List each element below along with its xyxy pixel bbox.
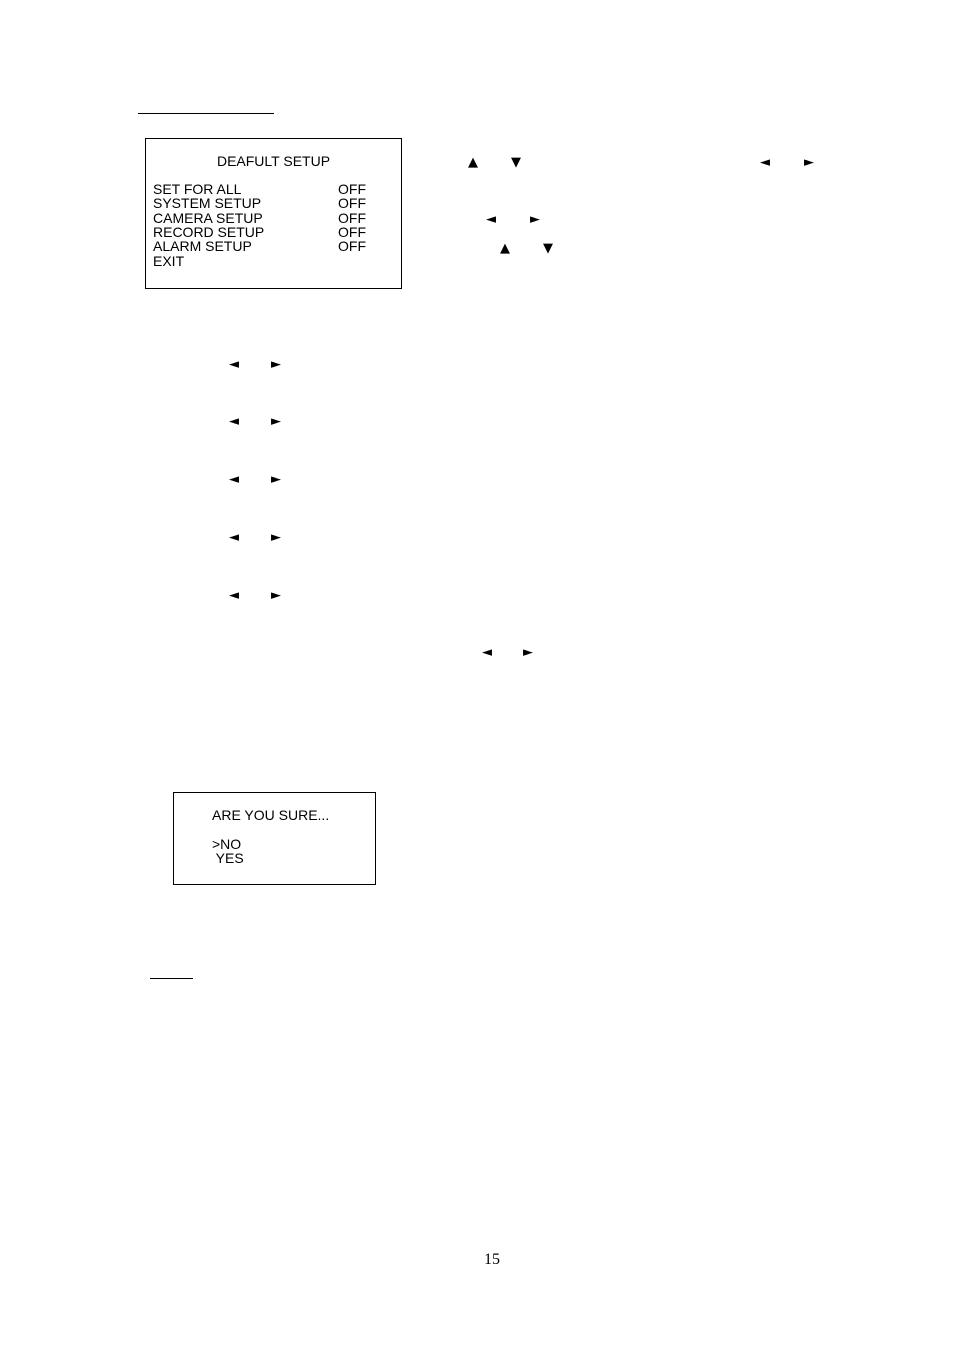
up-arrow-icon: ▲ [468,155,478,170]
heading-underline [138,113,274,114]
menu-item-label: RECORD SETUP [153,224,265,240]
menu-item-label: CAMERA SETUP [153,210,263,226]
menu-item-label: EXIT [153,253,185,269]
menu-title: DEAFULT SETUP [216,153,331,169]
right-arrow-icon: ► [271,472,281,487]
menu-item-value: OFF [338,210,366,226]
right-arrow-icon: ► [804,155,814,170]
menu-item-system-setup[interactable] [153,196,383,210]
down-arrow-icon: ▼ [511,155,521,170]
page-number: 15 [484,1251,500,1268]
left-arrow-icon: ◄ [229,530,239,545]
left-arrow-icon: ◄ [229,588,239,603]
down-arrow-icon: ▼ [543,241,553,256]
menu-item-set-for-all[interactable] [153,182,383,196]
menu-item-value: OFF [338,238,366,254]
right-arrow-icon: ► [271,414,281,429]
left-arrow-icon: ◄ [486,212,496,227]
menu-item-camera-setup[interactable] [153,211,383,225]
confirm-dialog [173,792,376,885]
menu-item-value: OFF [338,224,366,240]
option-no[interactable]: >NO [212,836,242,852]
right-arrow-icon: ► [271,357,281,372]
menu-item-label: SYSTEM SETUP [153,195,262,211]
left-arrow-icon: ◄ [482,645,492,660]
menu-item-exit[interactable] [153,254,383,268]
dialog-title: ARE YOU SURE... [212,807,330,823]
option-yes[interactable]: YES [212,850,244,866]
right-arrow-icon: ► [530,212,540,227]
menu-item-record-setup[interactable] [153,225,383,239]
left-arrow-icon: ◄ [229,357,239,372]
left-arrow-icon: ◄ [229,472,239,487]
up-arrow-icon: ▲ [500,241,510,256]
menu-item-alarm-setup[interactable] [153,239,383,253]
menu-item-label: ALARM SETUP [153,238,252,254]
menu-item-value: OFF [338,181,366,197]
right-arrow-icon: ► [271,588,281,603]
menu-item-value: OFF [338,195,366,211]
left-arrow-icon: ◄ [229,414,239,429]
note-underline [150,978,193,979]
default-setup-menu [145,138,402,289]
left-arrow-icon: ◄ [760,155,770,170]
right-arrow-icon: ► [271,530,281,545]
menu-item-label: SET FOR ALL [153,181,242,197]
right-arrow-icon: ► [523,645,533,660]
